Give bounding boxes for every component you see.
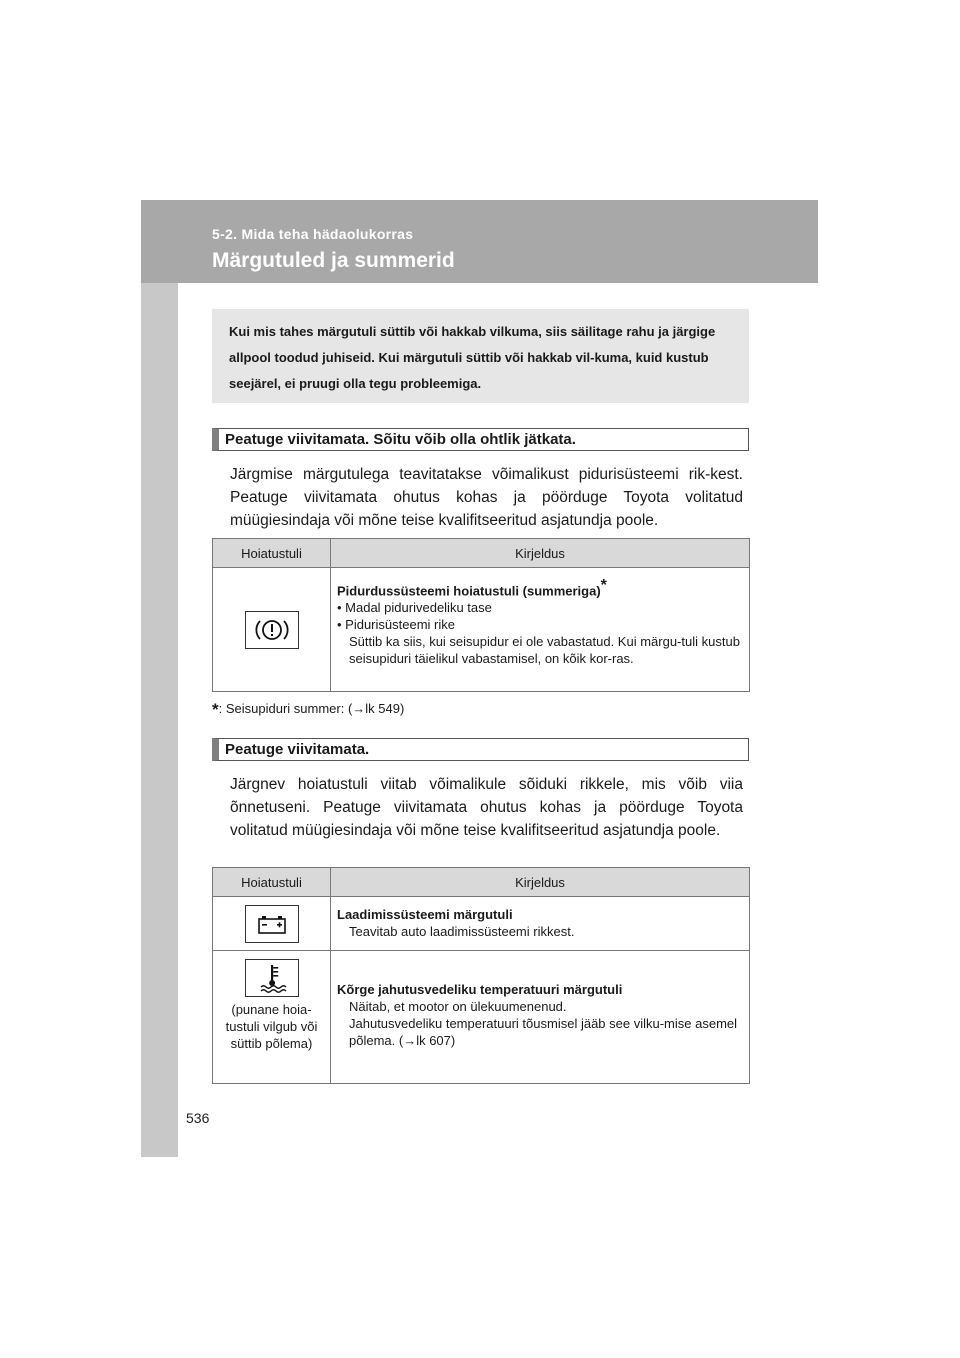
column-header-warning: Hoiatustuli: [213, 539, 331, 568]
footnote-text: : Seisupiduri summer: (→lk 549): [218, 701, 405, 716]
section1-heading: Peatuge viivitamata. Sõitu võib olla ohtlik jätkata.: [212, 428, 749, 451]
footnote: [212, 700, 404, 720]
section2-paragraph: Järgnev hoiatustuli viitab võimalikule sõiduki rikkele, mis võib viia õnnetuseni. Peatuge viivitamata ohutus kohas ja pöörduge Toyota volitatud müügiesindaja või mõne teise kvalifitseeritud asjatundja poole.: [230, 776, 743, 839]
description-bullet: • Pidurisüsteemi rike: [337, 617, 455, 633]
coolant-temperature-icon: [245, 959, 299, 997]
intro-text: Kui mis tahes märgutuli süttib või hakkab vilkuma, siis säilitage rahu ja järgige allpool toodud juhiseid. Kui märgutuli süttib või hakkab vil-kuma, kuid kustub seejärel, ei pruugi olla tegu probleemiga.: [229, 324, 716, 391]
section2-table: [212, 867, 750, 1084]
table-row: [213, 951, 750, 1084]
page-title: Märgutuled ja summerid: [212, 249, 455, 272]
warning-icon-cell: [213, 897, 331, 951]
section-label: 5-2. Mida teha hädaolukorras: [212, 226, 414, 242]
table-header-row: [213, 539, 750, 568]
footnote-mark: *: [600, 577, 607, 594]
description-detail: Süttib ka siis, kui seisupidur ei ole vabastatud. Kui märgu-tuli kustub seisupiduri täielikul vabastamisel, on kõik kor-ras.: [349, 634, 740, 667]
warning-icon-cell: [213, 951, 331, 1084]
brake-warning-icon: [245, 611, 299, 649]
side-bar: [141, 283, 178, 1157]
description-title: Kõrge jahutusvedeliku temperatuuri märgutuli: [337, 982, 623, 997]
warning-icon-cell: [213, 568, 331, 692]
table-row: [213, 897, 750, 951]
description-bullet: • Madal pidurivedeliku tase: [337, 600, 492, 616]
table-header-row: [213, 868, 750, 897]
battery-charging-icon: [245, 905, 299, 943]
column-header-warning: Hoiatustuli: [213, 868, 331, 897]
description-cell: [331, 897, 750, 951]
description-title: Laadimissüsteemi märgutuli: [337, 907, 513, 922]
table-row: [213, 568, 750, 692]
description-detail: Teavitab auto laadimissüsteemi rikkest.: [349, 924, 575, 939]
footnote-star: *: [212, 700, 219, 719]
section1-paragraph: Järgmise märgutulega teavitatakse võimalikust pidurisüsteemi rik-kest. Peatuge viivitamata ohutus kohas ja pöörduge Toyota volitatud müügiesindaja või mõne teise kvalifitseeritud asjatundja poole.: [230, 466, 743, 529]
description-title-line: [337, 577, 743, 599]
section1-table: [212, 538, 750, 692]
description-cell: [331, 951, 750, 1084]
icon-caption: (punane hoia-tustuli vilgub või süttib põlema): [225, 1002, 318, 1051]
intro-box: [212, 309, 749, 403]
column-header-description: Kirjeldus: [331, 868, 750, 897]
description-cell: [331, 568, 750, 692]
column-header-description: Kirjeldus: [331, 539, 750, 568]
description-detail: Näitab, et mootor on ülekuumenenud.: [349, 999, 567, 1014]
page-number: 536: [186, 1110, 210, 1126]
description-detail: Jahutusvedeliku temperatuuri tõusmisel jääb see vilku-mise asemel põlema. (→lk 607): [349, 1016, 738, 1048]
section2-heading: Peatuge viivitamata.: [212, 738, 749, 761]
description-title: Pidurdussüsteemi hoiatustuli (summeriga): [337, 583, 601, 599]
